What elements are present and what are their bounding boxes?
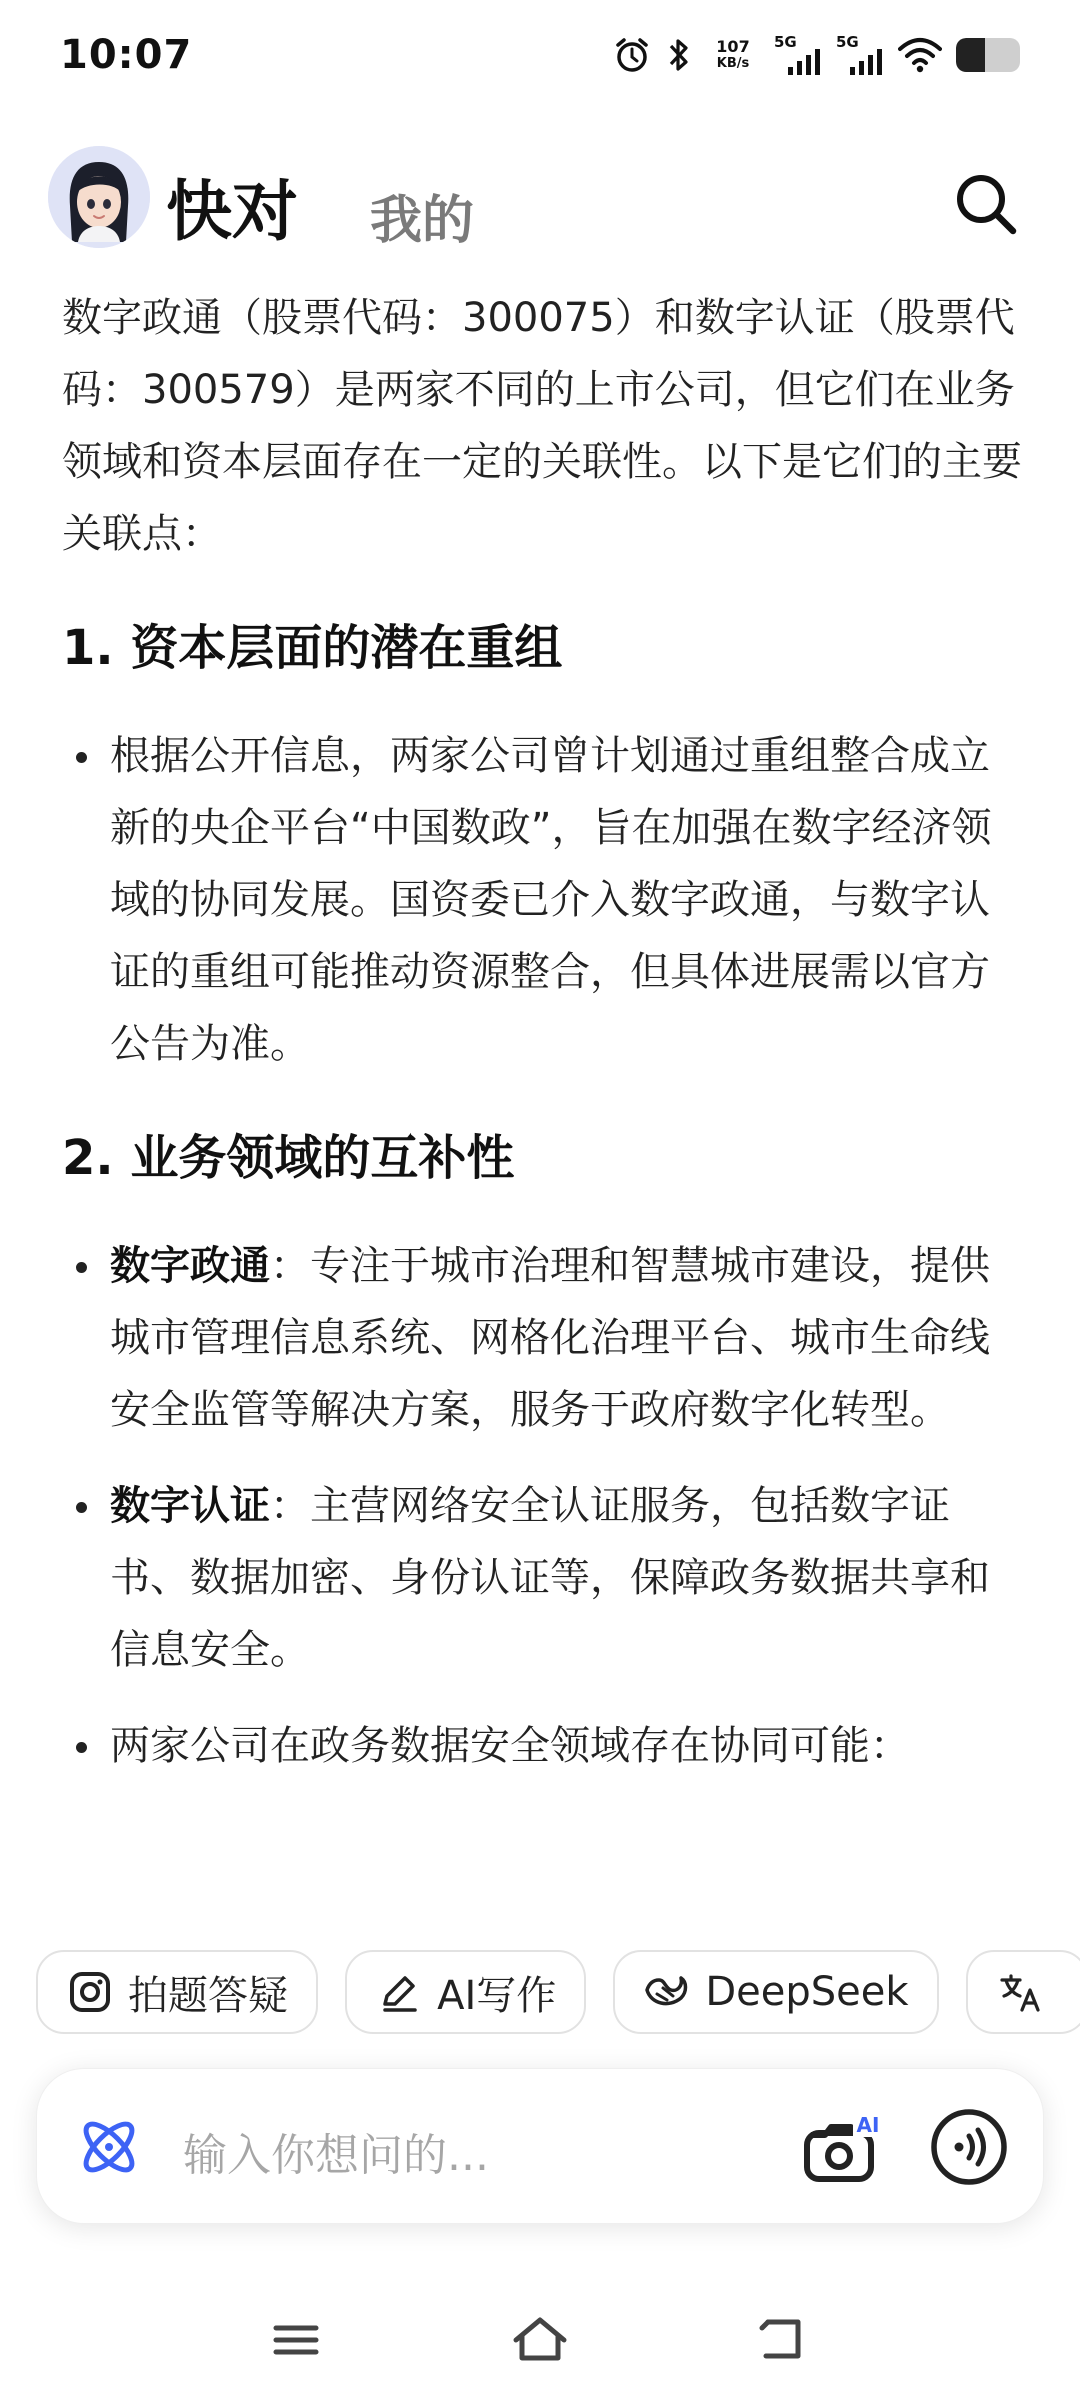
pen-icon: [375, 1968, 423, 2016]
nav-back-button[interactable]: [752, 2310, 812, 2370]
nav-home-button[interactable]: [510, 2310, 570, 2370]
signal-strength-2: [836, 35, 884, 75]
system-nav-bar: [0, 2290, 1080, 2380]
network-speed: [706, 38, 760, 72]
section-title: 1. 资本层面的潜在重组: [62, 620, 563, 676]
list-item: [62, 1710, 1022, 1782]
list-item-label: 数字认证: [110, 1483, 270, 1529]
camera-icon: [66, 1968, 114, 2016]
camera-ai-button[interactable]: [801, 2109, 883, 2185]
atom-icon: [73, 2111, 145, 2183]
section-title: 2. 业务领域的互补性: [62, 1130, 515, 1186]
chip-label: AI写作: [437, 1972, 557, 2019]
camera-ai-icon: [801, 2109, 883, 2185]
chip-deepseek[interactable]: [613, 1950, 938, 2034]
chip-ai-writing[interactable]: [345, 1950, 586, 2034]
chat-input-bar: [36, 2068, 1044, 2224]
battery-icon: [956, 38, 1020, 72]
deepseek-whale-icon: [643, 1968, 691, 2016]
home-icon: [510, 2310, 570, 2370]
wifi-icon: [898, 37, 942, 73]
top-header: [0, 140, 1080, 260]
alarm-icon: [612, 35, 652, 75]
battery-level: [956, 38, 985, 72]
chip-label: 拍题答疑: [128, 1972, 288, 2019]
app-title: 快对: [166, 173, 298, 250]
content-fade-overlay: [0, 1870, 1080, 1940]
status-bar: [0, 0, 1080, 110]
nav-menu-button[interactable]: [266, 2310, 326, 2370]
camera-ai-badge: AI: [856, 2113, 880, 2137]
assistant-avatar[interactable]: [48, 146, 150, 248]
signal-1-label: 5G: [774, 33, 797, 51]
status-icons: [612, 30, 1020, 80]
bullet-list: [62, 720, 1022, 1080]
list-item-label: 数字政通: [110, 1243, 270, 1289]
search-button[interactable]: [950, 168, 1022, 240]
avatar-illustration: [48, 146, 150, 248]
network-speed-value: 107: [716, 37, 750, 56]
signal-strength-1: [774, 35, 822, 75]
list-item-text: 两家公司在政务数据安全领域存在协同可能：: [110, 1723, 910, 1769]
list-item: [62, 1470, 1022, 1686]
network-speed-unit: KB/s: [716, 56, 750, 71]
signal-bars-icon: [788, 49, 822, 75]
signal-bars-icon: [850, 49, 884, 75]
list-item-text: ：专注于城市治理和智慧城市建设，提供城市管理信息系统、网格化治理平台、城市生命线安全监管等解决方案，服务于政府数字化转型。: [110, 1243, 990, 1433]
translate-icon: [996, 1968, 1044, 2016]
voice-input-button[interactable]: [929, 2107, 1009, 2187]
bullet-list: [62, 1230, 1022, 1782]
list-item-text: ：主营网络安全认证服务，包括数字证书、数据加密、身份认证等，保障政务数据共享和信息安全。: [110, 1483, 990, 1673]
bluetooth-icon: [666, 35, 692, 75]
chip-label: DeepSeek: [705, 1969, 909, 2015]
answer-content: [62, 282, 1022, 1912]
search-icon: [950, 168, 1022, 240]
list-item: [62, 1230, 1022, 1446]
list-item-text: 根据公开信息，两家公司曾计划通过重组整合成立新的央企平台“中国数政”，旨在加强在数字经济领域的协同发展。国资委已介入数字政通，与数字认证的重组可能推动资源整合，但具体进展需以官方公告为准。: [110, 733, 992, 1067]
signal-2-label: 5G: [836, 33, 859, 51]
back-icon: [752, 2310, 812, 2370]
tab-mine[interactable]: 我的: [370, 191, 475, 251]
chip-translate[interactable]: [966, 1950, 1080, 2034]
voice-icon: [929, 2107, 1009, 2187]
status-time: 10:07: [60, 32, 193, 78]
ai-assistant-icon[interactable]: [73, 2111, 145, 2183]
answer-intro: 数字政通（股票代码：300075）和数字认证（股票代码：300579）是两家不同的上市公司，但它们在业务领域和资本层面存在一定的关联性。以下是它们的主要关联点：: [62, 295, 1022, 557]
chip-photo-qa[interactable]: [36, 1950, 318, 2034]
menu-icon: [266, 2310, 326, 2370]
chat-input-field[interactable]: 输入你想问的...: [183, 2130, 489, 2181]
list-item: [62, 720, 1022, 1080]
quick-action-chips: [36, 1950, 1080, 2036]
